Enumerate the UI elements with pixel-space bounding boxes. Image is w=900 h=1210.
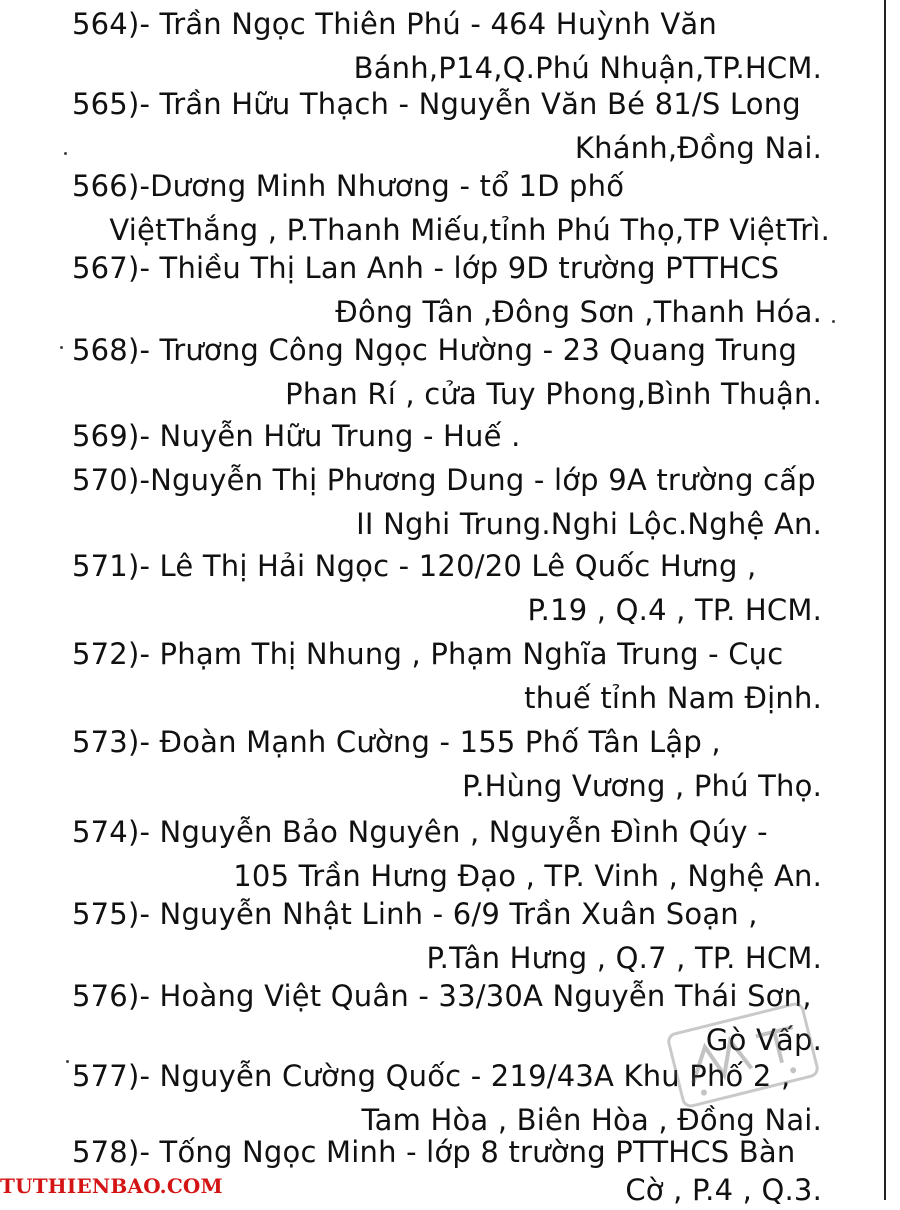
entry-line-1: 570)-Nguyễn Thị Phương Dung - lớp 9A trường cấp (72, 463, 816, 497)
entry-line-2: ViệtThắng , P.Thanh Miếu,tỉnh Phú Thọ,TP ViệtTrì. (109, 213, 830, 247)
entry-line-2: Cờ , P.4 , Q.3. (625, 1173, 822, 1207)
watermark-text: TUTHIENBAO.COM (0, 1174, 223, 1198)
entry-line-2: 105 Trần Hưng Đạo , TP. Vinh , Nghệ An. (233, 859, 822, 893)
entry-line-1: 575)- Nguyễn Nhật Linh - 6/9 Trần Xuân Soạn , (72, 897, 758, 931)
entry-line-1: 567)- Thiều Thị Lan Anh - lớp 9D trường PTTHCS (72, 251, 780, 285)
entry-line-2: Gò Vấp. (705, 1023, 822, 1057)
scan-speck (64, 152, 67, 155)
entry-line-1: 568)- Trương Công Ngọc Hường - 23 Quang Trung (72, 333, 798, 367)
scan-speck (60, 346, 63, 349)
entry-line-2: P.Tân Hưng , Q.7 , TP. HCM. (426, 941, 822, 975)
page-edge (884, 0, 900, 1200)
entry-line-2: Phan Rí , cửa Tuy Phong,Bình Thuận. (285, 377, 822, 411)
entry-line-2: Tam Hòa , Biên Hòa , Đồng Nai. (361, 1103, 822, 1137)
entry-line-1: 574)- Nguyễn Bảo Nguyên , Nguyễn Đình Qúy - (72, 815, 768, 849)
entry-line-2: Đông Tân ,Đông Sơn ,Thanh Hóa. (335, 295, 822, 329)
entry-line-1: 577)- Nguyễn Cường Quốc - 219/43A Khu Phố 2 , (72, 1059, 791, 1093)
entry-line-1: 566)-Dương Minh Nhương - tổ 1D phố (72, 169, 625, 203)
entry-line-2: Bánh,P14,Q.Phú Nhuận,TP.HCM. (353, 51, 822, 85)
scan-speck (66, 1060, 69, 1063)
entry-line-1: 565)- Trần Hữu Thạch - Nguyễn Văn Bé 81/S Long (72, 87, 801, 121)
entry-line-1: 578)- Tống Ngọc Minh - lớp 8 trường PTTHCS Bàn (72, 1135, 796, 1169)
entry-line-1: 569)- Nuyễn Hữu Trung - Huế . (72, 419, 521, 453)
entry-line-1: 564)- Trần Ngọc Thiên Phú - 464 Huỳnh Văn (72, 7, 717, 41)
entry-line-1: 573)- Đoàn Mạnh Cường - 155 Phố Tân Lập , (72, 725, 721, 759)
scan-speck (832, 320, 835, 323)
entry-line-2: P.Hùng Vương , Phú Thọ. (462, 769, 822, 803)
entry-line-1: 576)- Hoàng Việt Quân - 33/30A Nguyễn Thái Sơn, (72, 979, 812, 1013)
entry-line-1: 571)- Lê Thị Hải Ngọc - 120/20 Lê Quốc Hưng , (72, 549, 757, 583)
entry-line-2: P.19 , Q.4 , TP. HCM. (527, 593, 822, 627)
entry-line-2: II Nghi Trung.Nghi Lộc.Nghệ An. (356, 507, 822, 541)
entry-line-1: 572)- Phạm Thị Nhung , Phạm Nghĩa Trung - Cục (72, 637, 784, 671)
entry-line-2: thuế tỉnh Nam Định. (524, 681, 822, 715)
entry-line-2: Khánh,Đồng Nai. (574, 131, 822, 165)
